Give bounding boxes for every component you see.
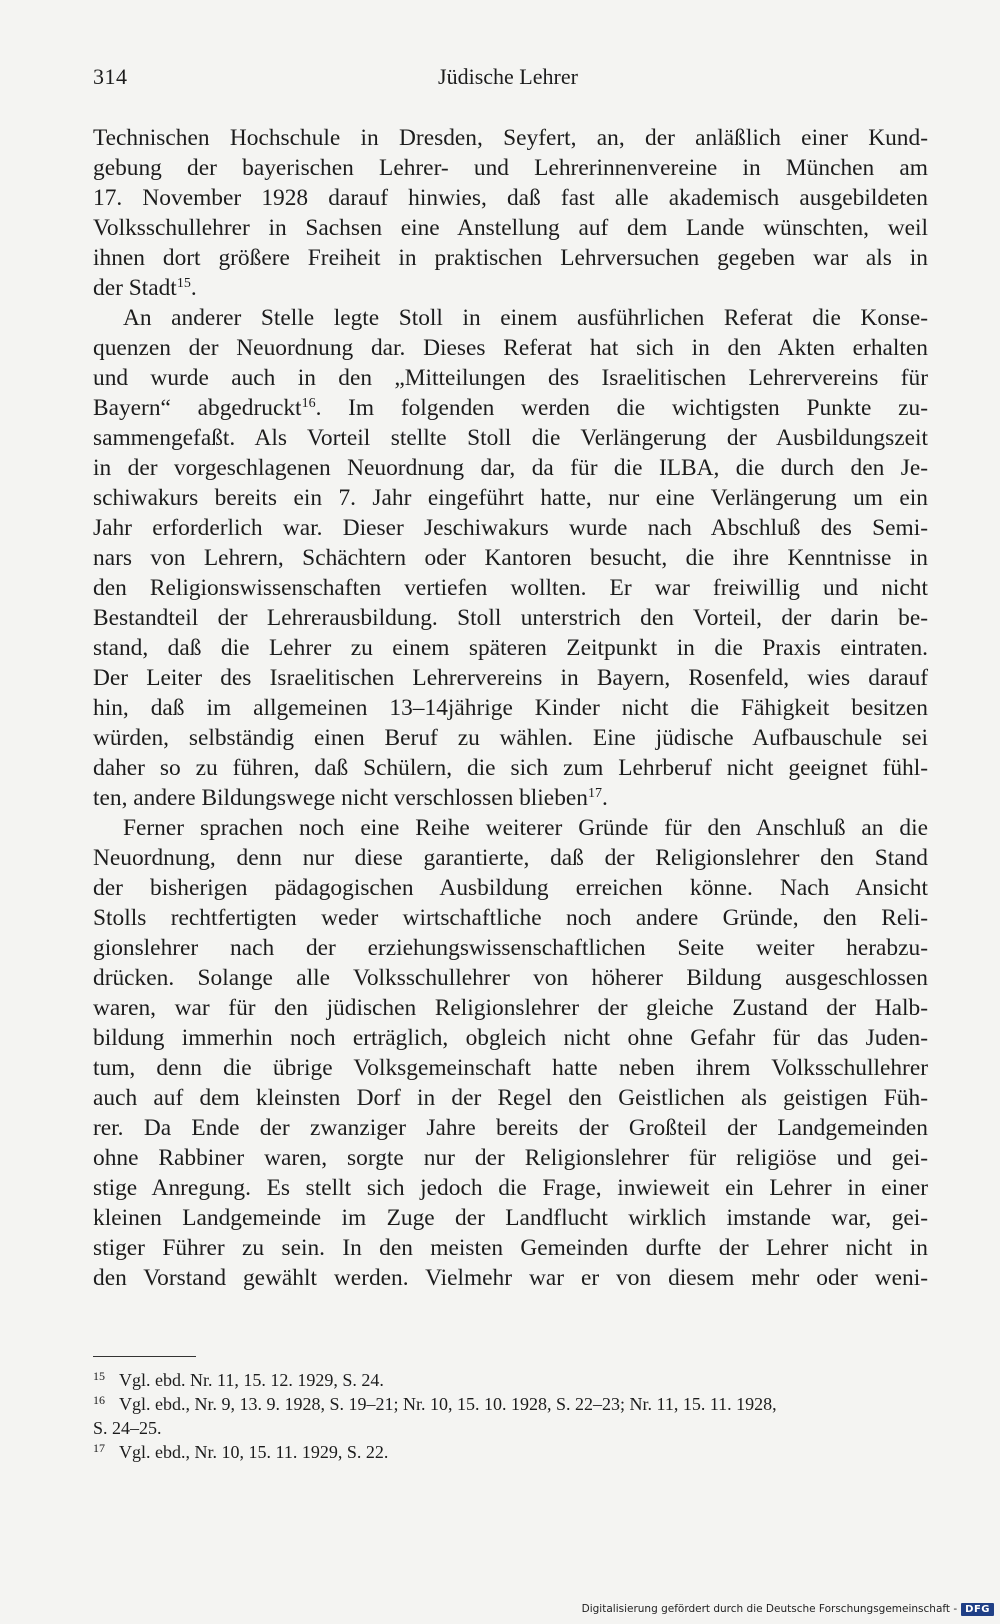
line-text: rer. Da Ende der zwanziger Jahre bereits der Großteil der Landgemeinden — [93, 1115, 928, 1141]
line-text: ohne Rabbiner waren, sorgte nur der Religionslehrer für religiöse und gei- — [93, 1145, 928, 1171]
line-text: tum, denn die übrige Volksgemeinschaft hatte neben ihrem Volksschullehrer — [93, 1055, 928, 1081]
line-text: und wurde auch in den „Mitteilungen des Israelitischen Lehrervereins für — [93, 365, 928, 391]
line-text: Stolls rechtfertigten weder wirtschaftliche noch andere Gründe, den Reli- — [93, 905, 928, 931]
line-text: quenzen der Neuordnung dar. Dieses Referat hat sich in den Akten erhalten — [93, 335, 928, 361]
line-text: stige Anregung. Es stellt sich jedoch die Frage, inwieweit ein Lehrer in einer — [93, 1175, 928, 1201]
text-line — [93, 1083, 928, 1113]
running-title: Jüdische Lehrer — [438, 64, 578, 89]
text-line — [93, 183, 928, 213]
footnote-text: Vgl. ebd., Nr. 9, 13. 9. 1928, S. 19–21; Nr. 10, 15. 10. 1928, S. 22–23; Nr. 11, 15. 11. 1928, — [119, 1394, 777, 1414]
line-text: hin, daß im allgemeinen 13–14jährige Kinder nicht die Fähigkeit besitzen — [93, 695, 928, 721]
line-text: ihnen dort größere Freiheit in praktischen Lehrversuchen gegeben war als in — [93, 245, 928, 271]
line-text: waren, war für den jüdischen Religionslehrer der gleiche Zustand der Halb- — [93, 995, 928, 1021]
footnotes — [93, 1368, 928, 1464]
text-line — [93, 513, 928, 543]
line-text: in der vorgeschlagenen Neuordnung dar, da für die ILBA, die durch den Je- — [93, 455, 928, 481]
footnote-reference[interactable]: 15 — [176, 276, 191, 291]
text-line — [93, 393, 928, 423]
line-text-after-ref: . Im folgenden werden die wichtigsten Punkte zu- — [315, 395, 929, 421]
text-line — [93, 693, 928, 723]
line-text: Volksschullehrer in Sachsen eine Anstellung auf dem Lande wünschten, weil — [93, 215, 928, 241]
line-text: den Vorstand gewählt werden. Vielmehr war er von diesem mehr oder weni- — [93, 1265, 928, 1291]
line-text: sammengefaßt. Als Vorteil stellte Stoll die Verlängerung der Ausbildungszeit — [93, 425, 928, 451]
credit-text: Digitalisierung gefördert durch die Deutsche Forschungsgemeinschaft - — [581, 1603, 958, 1615]
text-line — [93, 483, 928, 513]
dfg-logo: DFG — [961, 1603, 994, 1616]
line-text: Bestandteil der Lehrerausbildung. Stoll unterstrich den Vorteil, der darin be- — [93, 605, 928, 631]
text-line — [93, 123, 928, 153]
line-text: stand, daß die Lehrer zu einem späteren Zeitpunkt in die Praxis eintraten. — [93, 635, 928, 661]
line-text: den Religionswissenschaften vertiefen wollten. Er war freiwillig und nicht — [93, 575, 928, 601]
text-line — [93, 543, 928, 573]
text-line — [93, 1173, 928, 1203]
footnote: 17 Vgl. ebd., Nr. 10, 15. 11. 1929, S. 22. — [93, 1441, 389, 1462]
line-text: der bisherigen pädagogischen Ausbildung erreichen könne. Nach Ansicht — [93, 875, 928, 901]
text-line — [93, 423, 928, 453]
text-line — [93, 723, 928, 753]
text-line — [93, 243, 928, 273]
footnote-continuation: S. 24–25. — [93, 1418, 162, 1438]
text-line — [93, 933, 928, 963]
text-line — [93, 783, 928, 813]
text-line — [93, 1263, 928, 1293]
line-text: ten, andere Bildungswege nicht verschlossen blieben — [93, 785, 588, 811]
line-text: Bayern“ abgedruckt — [93, 395, 302, 421]
line-text: drücken. Solange alle Volksschullehrer von höherer Bildung ausgeschlossen — [93, 965, 928, 991]
text-line — [93, 753, 928, 783]
text-line — [93, 213, 928, 243]
body-text — [93, 123, 928, 1293]
line-text: Ferner sprachen noch eine Reihe weiterer Gründe für den Anschluß an die — [123, 815, 928, 841]
line-text: bildung immerhin noch erträglich, obgleich nicht ohne Gefahr für das Juden- — [93, 1025, 928, 1051]
text-line — [93, 333, 928, 363]
line-text: Der Leiter des Israelitischen Lehrervereins in Bayern, Rosenfeld, wies darauf — [93, 665, 928, 691]
page-number: 314 — [93, 64, 128, 89]
text-line — [93, 573, 928, 603]
line-text-after-ref: . — [190, 275, 197, 301]
text-line — [93, 453, 928, 483]
footnote: 15 Vgl. ebd. Nr. 11, 15. 12. 1929, S. 24. — [93, 1369, 384, 1390]
line-text: An anderer Stelle legte Stoll in einem ausführlichen Referat die Konse- — [123, 305, 928, 331]
digitization-credit — [582, 1600, 994, 1618]
text-line — [93, 633, 928, 663]
text-line — [93, 1053, 928, 1083]
text-line — [93, 963, 928, 993]
footnote: 16 Vgl. ebd., Nr. 9, 13. 9. 1928, S. 19–21; Nr. 10, 15. 10. 1928, S. 22–23; Nr. 11, 15. 11. 1928, — [93, 1393, 777, 1414]
text-line — [93, 1203, 928, 1233]
line-text: nars von Lehrern, Schächtern oder Kantoren besucht, die ihre Kenntnisse in — [93, 545, 928, 571]
line-text: daher so zu führen, daß Schülern, die sich zum Lehrberuf nicht geeignet fühl- — [93, 755, 928, 781]
line-text: kleinen Landgemeinde im Zuge der Landflucht wirklich imstande war, gei- — [93, 1205, 928, 1231]
footnote-reference[interactable]: 17 — [587, 786, 602, 801]
text-line — [93, 1233, 928, 1263]
text-line — [93, 1113, 928, 1143]
text-line — [93, 663, 928, 693]
text-line — [93, 303, 928, 333]
text-line — [93, 873, 928, 903]
line-text: gionslehrer nach der erziehungswissenschaftlichen Seite weiter herabzu- — [93, 935, 928, 961]
line-text: Neuordnung, denn nur diese garantierte, daß der Religionslehrer den Stand — [93, 845, 928, 871]
footnote-text: Vgl. ebd., Nr. 10, 15. 11. 1929, S. 22. — [119, 1442, 389, 1462]
line-text: der Stadt — [93, 275, 177, 301]
footnote-reference[interactable]: 16 — [301, 396, 316, 411]
text-line — [93, 363, 928, 393]
footnote-text: Vgl. ebd. Nr. 11, 15. 12. 1929, S. 24. — [119, 1370, 384, 1390]
page-header — [93, 64, 923, 94]
line-text: stiger Führer zu sein. In den meisten Gemeinden durfte der Lehrer nicht in — [93, 1235, 928, 1261]
text-line — [93, 993, 928, 1023]
text-line — [93, 273, 928, 303]
text-line — [93, 903, 928, 933]
text-line — [93, 1143, 928, 1173]
text-line — [93, 1023, 928, 1053]
line-text: Technischen Hochschule in Dresden, Seyfert, an, der anläßlich einer Kund- — [93, 125, 928, 151]
line-text: gebung der bayerischen Lehrer- und Lehrerinnenvereine in München am — [93, 155, 928, 181]
text-line — [93, 153, 928, 183]
footnote-separator — [93, 1356, 196, 1357]
text-line — [93, 603, 928, 633]
text-line — [93, 813, 928, 843]
text-line — [93, 843, 928, 873]
line-text: Jahr erforderlich war. Dieser Jeschiwakurs wurde nach Abschluß des Semi- — [93, 515, 928, 541]
line-text: auch auf dem kleinsten Dorf in der Regel den Geistlichen als geistigen Füh- — [93, 1085, 928, 1111]
line-text: 17. November 1928 darauf hinwies, daß fast alle akademisch ausgebildeten — [93, 185, 928, 211]
line-text: würden, selbständig einen Beruf zu wählen. Eine jüdische Aufbauschule sei — [93, 725, 928, 751]
line-text-after-ref: . — [601, 785, 608, 811]
line-text: schiwakurs bereits ein 7. Jahr eingeführt hatte, nur eine Verlängerung um ein — [93, 485, 928, 511]
